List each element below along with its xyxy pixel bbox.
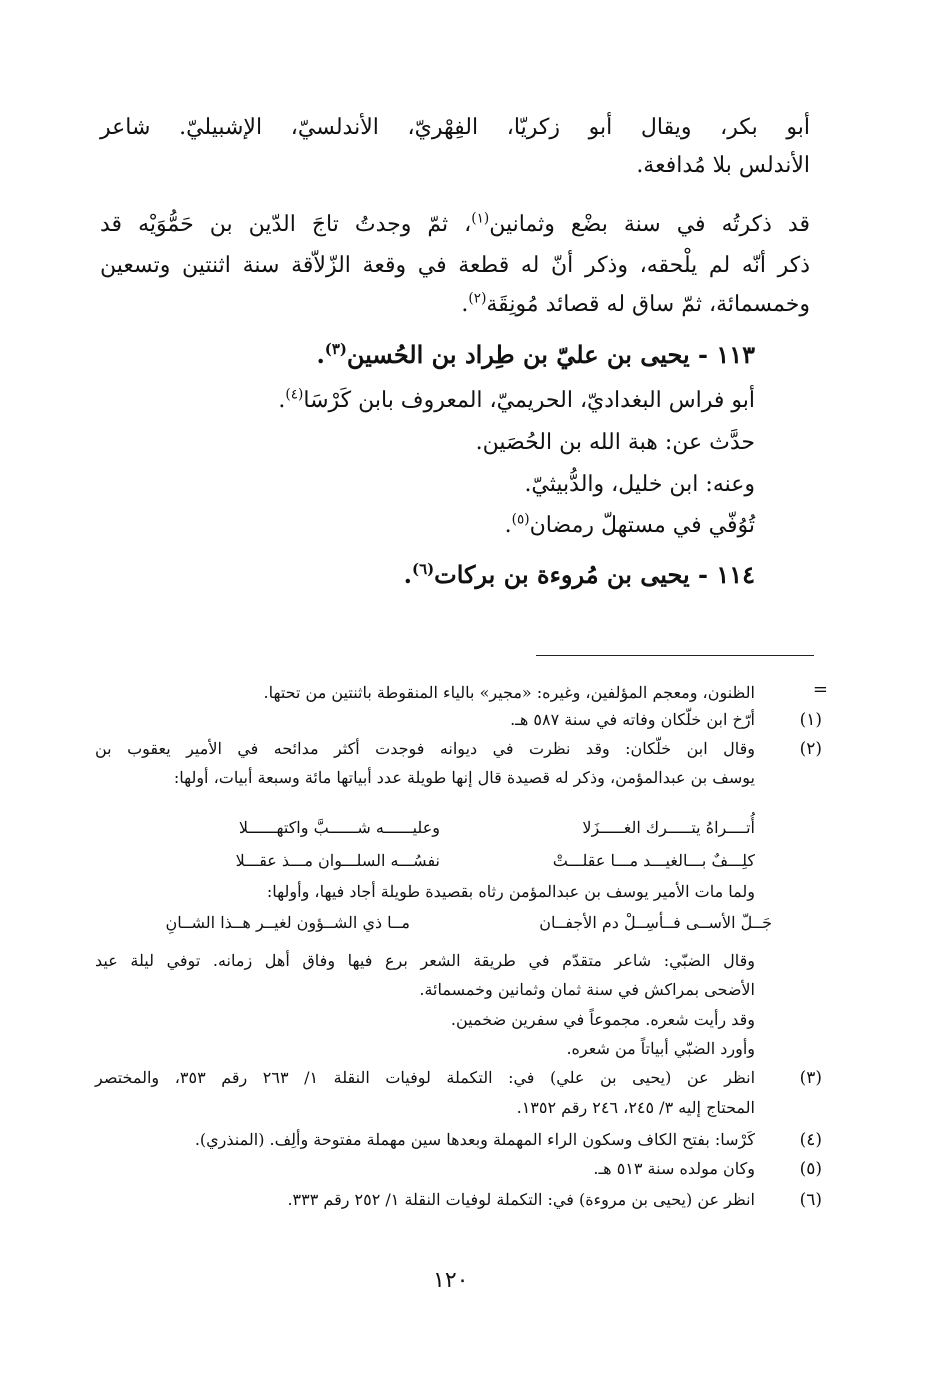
main-text-segment: . <box>461 292 469 317</box>
main-text-segment: قد ذكرتُه في سنة بضْع وثمانين <box>489 212 810 237</box>
entry-text: تُوُفّي في مستهلّ رمضان <box>529 513 755 538</box>
main-paragraph-line <box>461 292 810 317</box>
footnote-ref-5: (٥) <box>511 511 530 528</box>
footnote-ref-2: (٢) <box>468 290 487 307</box>
footnote-line: الظنون، ومعجم المؤلفين، وغيره: «مجير» بالياء المنقوطة باثنتين من تحتها. <box>263 683 755 702</box>
entry-title: ١١٣ - يحيى بن عليّ بن طِراد بن الحُسين <box>346 340 755 369</box>
footnote-ref-6: (٦) <box>412 560 435 578</box>
footnote-line: يوسف بن عبدالمؤمن، وذكر له قصيدة قال إنها طويلة عدد أبياتها مائة وسبعة أبيات، أولها: <box>173 768 755 787</box>
continuation-mark: = <box>812 679 828 700</box>
footnote-line: أرّخ ابن خلّكان وفاته في سنة ٥٨٧ هـ. <box>510 710 755 729</box>
footnote-line: كَرْسا: بفتح الكاف وسكون الراء المهملة وبعدها سين مهملة مفتوحة وألِف. (المنذري). <box>194 1130 755 1149</box>
entry-line <box>505 513 755 538</box>
main-paragraph-line: أبو بكر، ويقال أبو زكريّا، الفِهْريّ، الأندلسيّ، الإشبيليّ. شاعر <box>100 115 810 140</box>
footnote-line: المحتاج إليه ٣/ ٢٤٥، ٢٤٦ رقم ١٣٥٢. <box>516 1098 755 1117</box>
footnote-line: وقد رأيت شعره. مجموعاً في سفرين ضخمين. <box>450 1010 755 1029</box>
entry-text: أبو فراس البغداديّ، الحريميّ، المعروف بابن كَرْسَا <box>303 388 755 413</box>
footnote-ref-3: (٣) <box>324 340 347 358</box>
main-paragraph-line: ذكر أنّه لم يلْحقه، وذكر أنّ له قطعة في وقعة الزّلاّقة سنة اثنتين وتسعين <box>100 253 810 278</box>
footnote-line: ولما مات الأمير يوسف بن عبدالمؤمن رثاه بقصيدة طويلة أجاد فيها، وأولها: <box>266 882 755 901</box>
main-paragraph-line: الأندلس بلا مُدافعة. <box>636 153 810 178</box>
entry-114-heading <box>404 560 755 589</box>
entry-line: وعنه: ابن خليل، والدُّبيثيّ. <box>524 472 755 497</box>
verse-hemistich-left: وعليــــــه شــــــبَّ واكتهــــــلا <box>238 818 440 837</box>
verse-hemistich-right: أُتــــراهُ يتـــــرك الغـــــزَلا <box>582 818 755 837</box>
footnote-separator <box>536 655 814 656</box>
entry-line: حدَّث عن: هبة الله بن الحُصَين. <box>475 430 755 455</box>
entry-line <box>278 388 755 413</box>
verse-hemistich-right: كلِـــفٌ بـــالغيـــد مـــا عقلـــتْ <box>552 851 755 870</box>
main-paragraph-line <box>100 212 810 237</box>
footnote-line: وأورد الضبّي أبياتاً من شعره. <box>566 1039 755 1058</box>
entry-title-dot: . <box>316 340 325 369</box>
entry-113-heading <box>316 340 755 369</box>
footnote-line: وقال الضبّي: شاعر متقدّم في طريقة الشعر برع فيها وفاق أهل زمانه. توفي ليلة عيد <box>95 951 755 970</box>
footnote-number: (٤) <box>799 1130 822 1150</box>
footnote-number: (١) <box>799 710 822 730</box>
footnote-line: وكان مولده سنة ٥١٣ هـ. <box>593 1159 755 1178</box>
main-text-segment: ، ثمّ وجدتُ تاجَ الدّين بن حَمُّوَيْه قد <box>100 212 472 237</box>
entry-text: . <box>278 388 286 413</box>
footnote-number: (٦) <box>799 1190 822 1210</box>
footnote-ref-1: (١) <box>471 210 490 227</box>
footnote-line: انظر عن (يحيى بن علي) في: التكملة لوفيات النقلة ١/ ٢٦٣ رقم ٣٥٣، والمختصر <box>95 1068 756 1087</box>
footnote-number: (٢) <box>799 739 822 759</box>
entry-title: ١١٤ - يحيى بن مُروءة بن بركات <box>434 560 755 589</box>
verse-hemistich-left: مــا ذي الشــؤون لغيــر هــذا الشــانِ <box>165 913 410 932</box>
main-text-segment: وخمسمائة، ثمّ ساق له قصائد مُونِقَة <box>486 292 810 317</box>
entry-text: . <box>504 513 512 538</box>
page-number: ١٢٠ <box>433 1268 469 1293</box>
footnote-line: الأضحى بمراكش في سنة ثمان وثمانين وخمسمائة. <box>419 980 755 999</box>
footnote-line: وقال ابن خلّكان: وقد نظرت في ديوانه فوجدت أكثر مدائحه في الأمير يعقوب بن <box>95 739 756 758</box>
footnote-number: (٥) <box>799 1159 822 1179</box>
verse-hemistich-right: جَــلّ الأســى فــأسِــلْ دم الأجفــان <box>539 913 772 932</box>
verse-hemistich-left: نفسُـــه السلـــوان مـــذ عقـــلا <box>235 851 440 870</box>
footnote-number: (٣) <box>799 1068 822 1088</box>
footnote-line: انظر عن (يحيى بن مروءة) في: التكملة لوفيات النقلة ١/ ٢٥٢ رقم ٣٣٣. <box>287 1190 755 1209</box>
entry-title-dot: . <box>403 560 413 589</box>
footnote-ref-4: (٤) <box>285 386 304 403</box>
